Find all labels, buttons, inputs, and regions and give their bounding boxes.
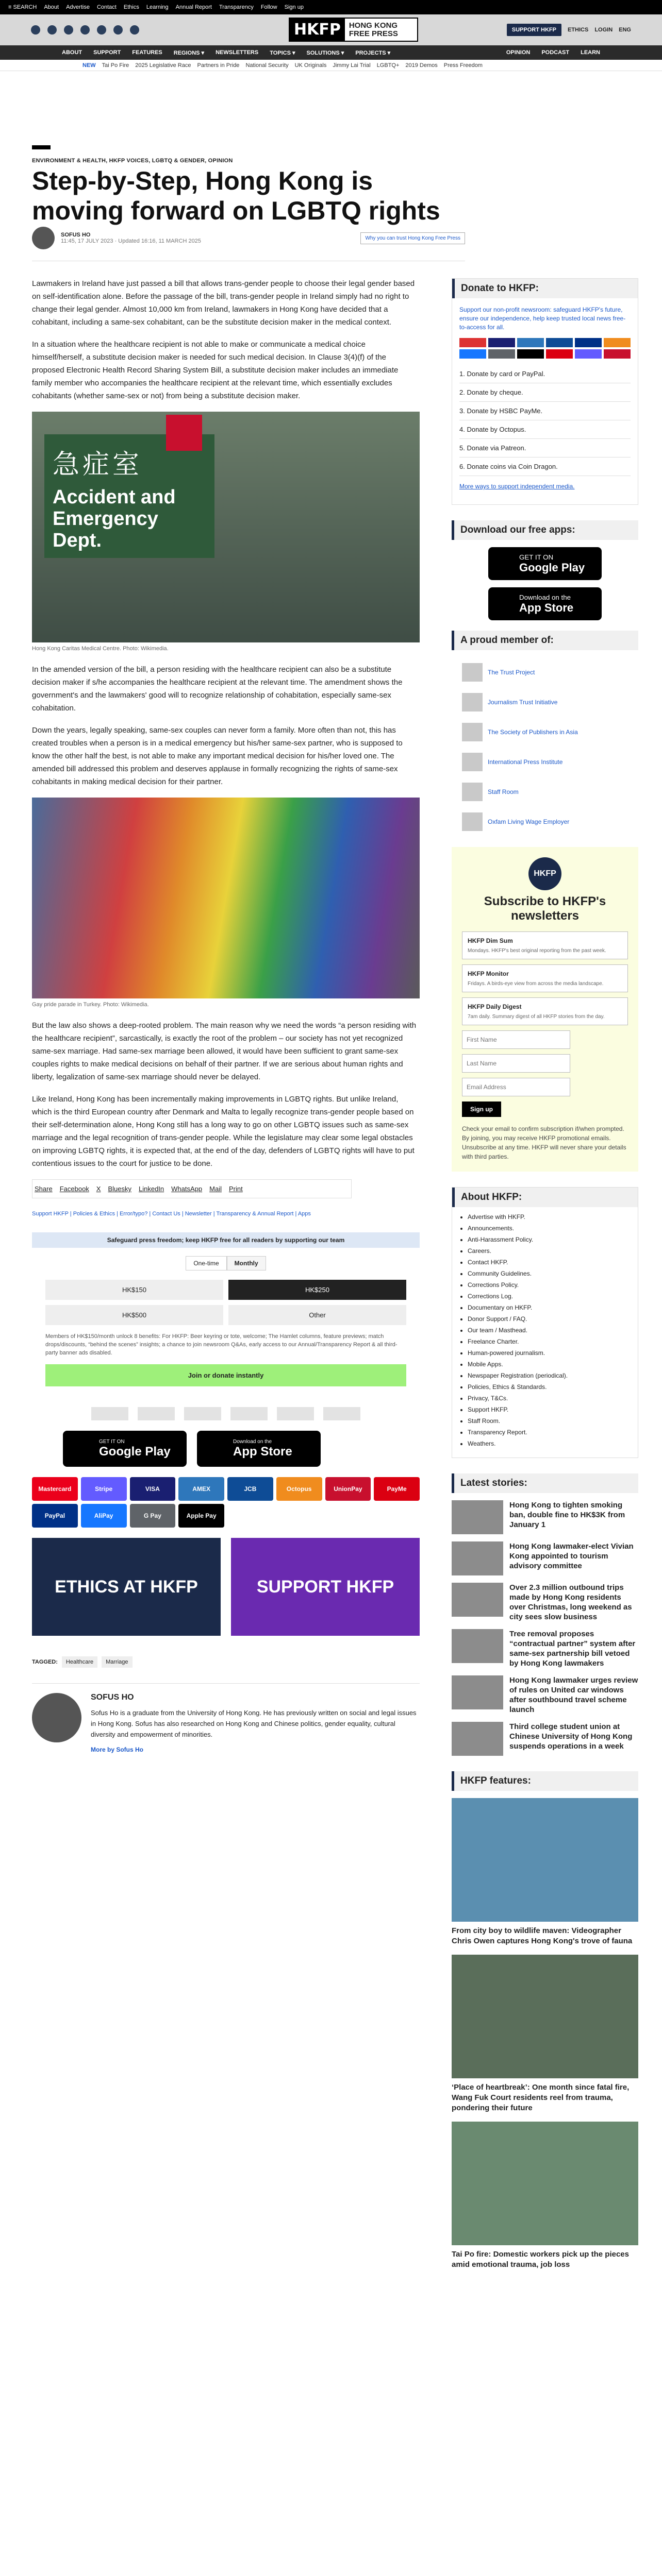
- transparency-link[interactable]: Transparency: [219, 4, 254, 10]
- option-name: HKFP Daily Digest: [468, 1003, 522, 1010]
- story-item[interactable]: [452, 1583, 638, 1622]
- option-name: HKFP Dim Sum: [468, 937, 513, 944]
- nav-regions[interactable]: REGIONS ▾: [173, 49, 205, 56]
- about-list: [452, 1207, 638, 1458]
- about-box: [452, 1187, 638, 1458]
- option-name: HKFP Monitor: [468, 970, 509, 977]
- about-link[interactable]: • Community Guidelines.: [468, 1268, 622, 1279]
- donate-option[interactable]: 1. Donate by card or PayPal.: [459, 365, 631, 383]
- article-body: [32, 277, 420, 1754]
- membership-note: Members of HK$150/month unlock 8 benefits: For HKFP: Beer keyring or tote, welcome; The Hamlet columns, feature previews; match drops/discounts, “behind the scenes” insights; a chance to join newsroom Q&As, early access to our Annual/Transparency Report & all third-party banner ads disabled.: [45, 1333, 398, 1356]
- search-link[interactable]: ≡ SEARCH: [8, 4, 37, 10]
- feature-image: [452, 2122, 638, 2245]
- nav-support[interactable]: SUPPORT: [93, 49, 121, 56]
- about-link[interactable]: • Our team / Masthead.: [468, 1325, 622, 1336]
- donate-option[interactable]: 5. Donate via Patreon.: [459, 439, 631, 457]
- header-actions: [507, 24, 631, 36]
- newsletter-option[interactable]: [462, 931, 628, 959]
- google-play-button[interactable]: [63, 1431, 187, 1467]
- about-link[interactable]: • Contact HKFP.: [468, 1257, 622, 1268]
- story-title: Third college student union at Chinese University of Hong Kong suspends operations in a week: [509, 1722, 633, 1751]
- language-button[interactable]: ENG: [619, 27, 631, 33]
- advertise-link[interactable]: Advertise: [66, 4, 90, 10]
- gp-small: GET IT ON: [519, 553, 554, 561]
- feature-image: [452, 1955, 638, 2078]
- newsletter-option[interactable]: [462, 964, 628, 992]
- hkfp-logo[interactable]: [289, 18, 418, 42]
- card-icon: [459, 349, 486, 359]
- facebook-share[interactable]: Facebook: [59, 1185, 89, 1193]
- support-banner[interactable]: SUPPORT HKFP: [231, 1538, 420, 1636]
- option-desc: Fridays. A birds-eye view from across the media landscape.: [468, 981, 604, 987]
- ethics-button[interactable]: ETHICS: [567, 27, 589, 33]
- trust-link[interactable]: Why you can trust Hong Kong Free Press: [360, 232, 465, 244]
- one-time-tab[interactable]: One-time: [186, 1256, 226, 1270]
- trending-label: NEW: [82, 62, 96, 69]
- member-item[interactable]: [462, 657, 628, 687]
- member-item[interactable]: [462, 717, 628, 747]
- unionpay-icon[interactable]: UnionPay: [325, 1477, 371, 1501]
- member-item[interactable]: [462, 747, 628, 777]
- instagram-icon[interactable]: [64, 25, 73, 35]
- app-store-button[interactable]: [488, 587, 602, 620]
- apps-title: Download our free apps:: [452, 520, 638, 540]
- about-link[interactable]: • Corrections Log.: [468, 1291, 622, 1302]
- partner-badge[interactable]: [184, 1407, 221, 1420]
- share-bar: [32, 1179, 352, 1198]
- author-box-name[interactable]: SOFUS HO: [91, 1693, 134, 1702]
- ethics-banner[interactable]: ETHICS AT HKFP: [32, 1538, 221, 1636]
- member-logo: [462, 812, 483, 831]
- sign-english: Accident and Emergency Dept.: [53, 486, 176, 551]
- nav-newsletters[interactable]: NEWSLETTERS: [216, 49, 259, 56]
- member-list: [452, 657, 638, 837]
- member-label: Staff Room: [488, 788, 519, 795]
- article-title: Step-by-Step, Hong Kong is moving forward on LGBTQ rights: [32, 166, 440, 225]
- card-icon: [546, 338, 573, 347]
- newsletter-option[interactable]: [462, 997, 628, 1025]
- card-icon: [546, 349, 573, 359]
- trending-item[interactable]: Press Freedom: [443, 62, 483, 69]
- byline-text: [61, 232, 201, 244]
- newsletter-title: Subscribe to HKFP's newsletters: [484, 894, 606, 923]
- nav-opinion[interactable]: OPINION: [506, 49, 531, 56]
- about-link[interactable]: About: [44, 4, 59, 10]
- trending-bar: [0, 60, 662, 71]
- member-item[interactable]: [462, 777, 628, 807]
- story-title: Hong Kong lawmaker urges review of rules on United car windows after southbound travel scheme launch: [509, 1676, 638, 1714]
- partner-badge[interactable]: [138, 1407, 175, 1420]
- alipay-icon[interactable]: AliPay: [81, 1504, 127, 1528]
- more-ways-link[interactable]: More ways to support independent media.: [459, 483, 575, 490]
- ethics-link[interactable]: Ethics: [123, 4, 139, 10]
- latest-stories: [452, 1473, 638, 1756]
- features-title: HKFP features:: [452, 1771, 638, 1791]
- card-icon: [488, 338, 515, 347]
- story-title: Hong Kong to tighten smoking ban, double fine to HK$3K from January 1: [509, 1501, 625, 1529]
- amex-icon[interactable]: AMEX: [178, 1477, 224, 1501]
- social-icons: [31, 25, 139, 35]
- login-button[interactable]: LOGIN: [594, 27, 613, 33]
- member-logo: [462, 663, 483, 682]
- paragraph: Down the years, legally speaking, same-sex couples can never form a family. More often than not, this has created troubles when a person is in a medical emergency but his/her same-sex partner, who is supposed to know the other half the best, is not able to make any important medical decision for his/her loved one. The amended bill addressed this problem and deserves applause in formally recognizing the rights of same-sex cohabitants in making medical decision for their partner.: [32, 726, 403, 786]
- story-thumb: [452, 1629, 503, 1663]
- app-buttons: [32, 1431, 420, 1467]
- trending-item[interactable]: Partners in Pride: [197, 62, 240, 69]
- story-thumb: [452, 1722, 503, 1756]
- card-icon: [517, 338, 544, 347]
- support-widget: [32, 1256, 420, 1397]
- nav-solutions[interactable]: SOLUTIONS ▾: [306, 49, 344, 56]
- publish-date: 11:45, 17 JULY 2023 · Updated 16:16, 11 MARCH 2025: [61, 238, 201, 244]
- about-link[interactable]: • Staff Room.: [468, 1415, 622, 1427]
- trending-item[interactable]: UK Originals: [294, 62, 327, 69]
- trending-item[interactable]: 2019 Demos: [405, 62, 438, 69]
- story-thumb: [452, 1500, 503, 1534]
- as-label: App Store: [233, 1444, 292, 1459]
- donate-title: Donate to HKFP:: [452, 279, 638, 298]
- threads-icon[interactable]: [97, 25, 106, 35]
- tags: [32, 1656, 420, 1668]
- member-item[interactable]: [462, 807, 628, 837]
- paypal-icon[interactable]: PayPal: [32, 1504, 78, 1528]
- author-avatar: [32, 227, 55, 249]
- tag[interactable]: Marriage: [102, 1656, 132, 1668]
- signup-button[interactable]: Sign up: [462, 1101, 501, 1117]
- applepay-icon[interactable]: Apple Pay: [178, 1504, 224, 1528]
- donate-option[interactable]: 2. Donate by cheque.: [459, 383, 631, 402]
- paragraph: Lawmakers in Ireland have just passed a bill that allows trans-gender people to choose their legal gender based on self-identification alone. Before the passage of the bill, trans-gender people in Ireland simply had no right to change their legal gender. Almost 10,000 km from Ireland, lawmakers in Hong Kong have decided that a cohabitant, including a same-sex cohabitant, can be the substitute decision maker in the medical context.: [32, 279, 415, 327]
- contact-link[interactable]: Contact: [96, 4, 117, 10]
- press-freedom-banner[interactable]: Safeguard press freedom; keep HKFP free for all readers by supporting our team: [32, 1232, 420, 1248]
- amount-option[interactable]: HK$150: [45, 1280, 223, 1300]
- more-by-author-link[interactable]: More by Sofus Ho: [91, 1746, 144, 1753]
- footer-links[interactable]: Support HKFP | Policies & Ethics | Error/typo? | Contact Us | Newsletter | Transparency & Annual Report | Apps: [32, 1211, 311, 1217]
- about-link[interactable]: • Anti-Harassment Policy.: [468, 1234, 622, 1245]
- rss-icon[interactable]: [130, 25, 139, 35]
- nav-features[interactable]: FEATURES: [132, 49, 162, 56]
- image-caption: Gay pride parade in Turkey. Photo: Wikimedia.: [32, 1002, 149, 1008]
- story-item[interactable]: [452, 1500, 638, 1534]
- nav-projects[interactable]: PROJECTS ▾: [355, 49, 391, 56]
- header: [0, 14, 662, 45]
- partner-badges: [32, 1407, 420, 1420]
- tag[interactable]: Healthcare: [62, 1656, 97, 1668]
- image-caption: Hong Kong Caritas Medical Centre. Photo: Wikimedia.: [32, 646, 169, 652]
- stripe-icon[interactable]: Stripe: [81, 1477, 127, 1501]
- pride-parade-photo: [32, 798, 420, 998]
- story-thumb: [452, 1583, 503, 1617]
- support-hkfp-button[interactable]: SUPPORT HKFP: [507, 24, 561, 36]
- card-logos: [459, 338, 631, 359]
- as-label: App Store: [519, 601, 574, 614]
- nav-podcast[interactable]: PODCAST: [541, 49, 570, 56]
- gp-small: GET IT ON: [99, 1438, 125, 1445]
- payment-methods: [32, 1477, 420, 1528]
- follow-link[interactable]: Follow: [260, 4, 277, 10]
- member-label: The Trust Project: [488, 669, 535, 676]
- about-link[interactable]: • Freelance Charter.: [468, 1336, 622, 1347]
- sidebar: [452, 278, 638, 2278]
- learning-link[interactable]: Learning: [146, 4, 169, 10]
- story-title: Over 2.3 million outbound trips made by Hong Kong residents over Christmas, long weekend as city sees slow business: [509, 1583, 632, 1621]
- share-button[interactable]: Share: [35, 1185, 53, 1193]
- nav-about[interactable]: ABOUT: [62, 49, 82, 56]
- donate-list: [459, 365, 631, 476]
- paragraph: But the law also shows a deep-rooted problem. The main reason why we need the words “a person residing with the healthcare recipient”, sarcastically, is exactly the root of the problem – our society has not yet recognized same-sex marriage. Had same-sex marriage been allowed, it would have been sufficient to grant same-sex couples rights to make medical decisions on behalf of their partner. If we are serious about human rights and liberty, legalization of same-sex marriage should never be delayed.: [32, 1021, 417, 1081]
- partner-badge[interactable]: [323, 1407, 360, 1420]
- about-link[interactable]: • Newspaper Registration (periodical).: [468, 1370, 622, 1381]
- monthly-tab[interactable]: Monthly: [227, 1256, 266, 1270]
- facebook-icon[interactable]: [31, 25, 40, 35]
- about-link[interactable]: • Policies, Ethics & Standards.: [468, 1381, 622, 1393]
- whatsapp-share[interactable]: WhatsApp: [171, 1185, 203, 1193]
- donate-option[interactable]: 3. Donate by HSBC PayMe.: [459, 402, 631, 420]
- story-item[interactable]: [452, 1675, 638, 1715]
- annual-report-link[interactable]: Annual Report: [175, 4, 212, 10]
- linkedin-share[interactable]: LinkedIn: [139, 1185, 164, 1193]
- visa-icon[interactable]: VISA: [130, 1477, 176, 1501]
- trending-item[interactable]: National Security: [245, 62, 289, 69]
- newsletter-note: Check your email to confirm subscription if/when prompted. By joining, you may receive HKFP promotional emails. Unsubscribe at any time. HKFP will never share your details with third parties.: [462, 1125, 626, 1160]
- about-link[interactable]: • Careers.: [468, 1245, 622, 1257]
- card-icon: [459, 338, 486, 347]
- paragraph: Like Ireland, Hong Kong has been incrementally making improvements in LGBTQ rights. But unlike Ireland, which is the third European country after Denmark and Malta to legally recognize trans-gender people based on their self-determination alone, Hong Kong still has a long way to go on other LGBTQ issues such as same-sex marriage and the legal recognition of trans-gender people. While the legislature may clear some legal obstacles on improving LGBTQ rights, it is expected that, at the end of the day, defenders of LGBTQ rights will have to put contentious issues to the court for justice to be done.: [32, 1095, 415, 1168]
- member-logo: [462, 693, 483, 711]
- logo-mark: HKFP: [290, 19, 345, 41]
- youtube-icon[interactable]: [80, 25, 90, 35]
- about-link[interactable]: • Advertise with HKFP.: [468, 1211, 622, 1223]
- email-input[interactable]: [462, 1078, 570, 1096]
- bluesky-share[interactable]: Bluesky: [108, 1185, 131, 1193]
- member-label: Journalism Trust Initiative: [488, 699, 558, 706]
- paragraph: In the amended version of the bill, a person residing with the healthcare recipient can also be a substitute decision maker if s/he accompanies the healthcare recipient at the relevant time. The amendment shows the government's and the lawmakers' good will to recognize relationship of cohabitation, especially same-sex cohabitation.: [32, 665, 403, 713]
- red-cross-icon: [166, 415, 202, 451]
- newsletter-box: [452, 847, 638, 1172]
- trending-item[interactable]: Tai Po Fire: [102, 62, 129, 69]
- member-label: The Society of Publishers in Asia: [488, 728, 578, 736]
- member-item[interactable]: [462, 687, 628, 717]
- story-item[interactable]: [452, 1541, 638, 1575]
- story-item[interactable]: [452, 1722, 638, 1756]
- amount-option[interactable]: HK$250: [228, 1280, 406, 1300]
- member-title: A proud member of:: [452, 631, 638, 650]
- member-label: International Press Institute: [488, 758, 563, 766]
- member-logo: [462, 723, 483, 741]
- feature-item[interactable]: [452, 1798, 638, 1946]
- donate-option[interactable]: 4. Donate by Octopus.: [459, 420, 631, 439]
- logo-text: HONG KONG FREE PRESS: [349, 21, 398, 38]
- donate-text[interactable]: Support our non-profit newsroom: safeguard HKFP's future, ensure our independence, help keep trusted local news free-to-access for all.: [459, 306, 626, 331]
- feature-title: Tai Po fire: Domestic workers pick up the pieces amid emotional trauma, job loss: [452, 2250, 629, 2269]
- about-link[interactable]: • Human-powered journalism.: [468, 1347, 622, 1359]
- x-share[interactable]: X: [96, 1185, 101, 1193]
- emergency-sign: [44, 434, 214, 558]
- linkedin-icon[interactable]: [113, 25, 123, 35]
- as-small: Download on the: [519, 593, 571, 601]
- byline: [32, 223, 465, 253]
- story-thumb: [452, 1541, 503, 1575]
- feature-item[interactable]: [452, 2122, 638, 2270]
- amount-option[interactable]: HK$500: [45, 1305, 223, 1325]
- as-small: Download on the: [233, 1438, 272, 1445]
- about-link[interactable]: • Documentary on HKFP.: [468, 1302, 622, 1313]
- about-link[interactable]: • Donor Support / FAQ.: [468, 1313, 622, 1325]
- hospital-photo: [32, 412, 420, 642]
- about-title: About HKFP:: [452, 1188, 638, 1207]
- member-logo: [462, 753, 483, 771]
- card-icon: [488, 349, 515, 359]
- partner-badge[interactable]: [230, 1407, 268, 1420]
- feature-item[interactable]: [452, 1955, 638, 2113]
- card-icon: [604, 338, 631, 347]
- nav-learn[interactable]: LEARN: [581, 49, 600, 56]
- jcb-icon[interactable]: JCB: [227, 1477, 273, 1501]
- trending-item[interactable]: Jimmy Lai Trial: [333, 62, 371, 69]
- story-title: Tree removal proposes “contractual partner” system after same-sex partnership bill vetoed by Hong Kong lawmakers: [509, 1630, 636, 1668]
- amount-option[interactable]: Other: [228, 1305, 406, 1325]
- feature-image: [452, 1798, 638, 1922]
- tags-label: TAGGED:: [32, 1659, 58, 1665]
- card-icon: [575, 338, 602, 347]
- last-name-input[interactable]: [462, 1054, 570, 1073]
- trending-item[interactable]: LGBTQ+: [376, 62, 400, 69]
- card-icon: [604, 349, 631, 359]
- partner-badge[interactable]: [277, 1407, 314, 1420]
- latest-title: Latest stories:: [452, 1473, 638, 1493]
- first-name-input[interactable]: [462, 1030, 570, 1049]
- promo-banners: [32, 1538, 420, 1636]
- donate-option[interactable]: 6. Donate coins via Coin Dragon.: [459, 457, 631, 476]
- partner-badge[interactable]: [91, 1407, 128, 1420]
- top-bar: [0, 0, 662, 14]
- sign-chinese: 急症室: [53, 449, 143, 480]
- google-play-button[interactable]: [488, 547, 602, 580]
- x-icon[interactable]: [47, 25, 57, 35]
- nav-topics[interactable]: TOPICS ▾: [270, 49, 295, 56]
- author-name[interactable]: SOFUS HO: [61, 232, 91, 238]
- about-link[interactable]: • Corrections Policy.: [468, 1279, 622, 1291]
- author-box-avatar: [32, 1693, 81, 1742]
- member-logo: [462, 783, 483, 801]
- main-nav: [0, 45, 662, 60]
- about-link[interactable]: • Weathers.: [468, 1438, 622, 1449]
- option-desc: Mondays. HKFP's best original reporting from the past week.: [468, 948, 606, 954]
- features: [452, 1771, 638, 2270]
- story-title: Hong Kong lawmaker-elect Vivian Kong appointed to tourism advisory committee: [509, 1542, 634, 1570]
- trending-item[interactable]: 2025 Legislative Race: [135, 62, 191, 69]
- member-label: Oxfam Living Wage Employer: [488, 818, 570, 825]
- title-rule: [32, 145, 51, 149]
- feature-title: From city boy to wildlife maven: Videographer Chris Owen captures Hong Kong's trove of fauna: [452, 1926, 633, 1945]
- about-link[interactable]: • Announcements.: [468, 1223, 622, 1234]
- mastercard-icon[interactable]: Mastercard: [32, 1477, 78, 1501]
- mail-share[interactable]: Mail: [209, 1185, 222, 1193]
- signup-link[interactable]: Sign up: [284, 4, 304, 10]
- about-link[interactable]: • Transparency Report.: [468, 1427, 622, 1438]
- gpay-icon[interactable]: G Pay: [130, 1504, 176, 1528]
- author-bio: Sofus Ho is a graduate from the University of Hong Kong. He has previously written on social and legal issues in Hong Kong. Sofus has also researched on Hong Kong and Chinese politics, gender equality, cultural diversity and empowerment of minorities.: [91, 1709, 417, 1738]
- gp-label: Google Play: [99, 1444, 171, 1459]
- about-link[interactable]: • Support HKFP.: [468, 1404, 622, 1415]
- payme-icon[interactable]: PayMe: [374, 1477, 420, 1501]
- author-box: [32, 1683, 420, 1754]
- feature-title: ‘Place of heartbreak’: One month since fatal fire, Wang Fuk Court residents reel from trauma, pondering their future: [452, 2083, 630, 2112]
- join-button[interactable]: Join or donate instantly: [45, 1364, 406, 1386]
- frequency-toggle: [45, 1256, 406, 1270]
- card-icon: [575, 349, 602, 359]
- author-box-text: [91, 1693, 420, 1754]
- newsletter-badge: HKFP: [528, 857, 561, 890]
- print-button[interactable]: Print: [228, 1185, 243, 1193]
- paragraph: In a situation where the healthcare recipient is not able to make or communicate a medical choice himself/herself, a substitute decision maker is needed for such medical decision. In Clause 3(4)(f) of the proposed Electronic Health Record Sharing System Bill, a substitute decision maker includes an immediate family member who accompanies the healthcare recipient at the relevant time, which essentially excludes cohabitants (whether same-sex or not) from being a substitute decision maker.: [32, 340, 399, 400]
- about-link[interactable]: • Mobile Apps.: [468, 1359, 622, 1370]
- option-desc: 7am daily. Summary digest of all HKFP stories from the day.: [468, 1014, 605, 1020]
- story-thumb: [452, 1675, 503, 1709]
- about-link[interactable]: • Privacy, T&Cs.: [468, 1393, 622, 1404]
- donate-box: [452, 278, 638, 505]
- article-categories[interactable]: ENVIRONMENT & HEALTH, HKFP VOICES, LGBTQ & GENDER, OPINION: [32, 158, 233, 164]
- apps-box: [452, 520, 638, 620]
- gp-label: Google Play: [519, 561, 585, 574]
- amount-options: [45, 1280, 406, 1325]
- octopus-icon[interactable]: Octopus: [276, 1477, 322, 1501]
- story-item[interactable]: [452, 1629, 638, 1668]
- card-icon: [517, 349, 544, 359]
- app-store-button[interactable]: [197, 1431, 321, 1467]
